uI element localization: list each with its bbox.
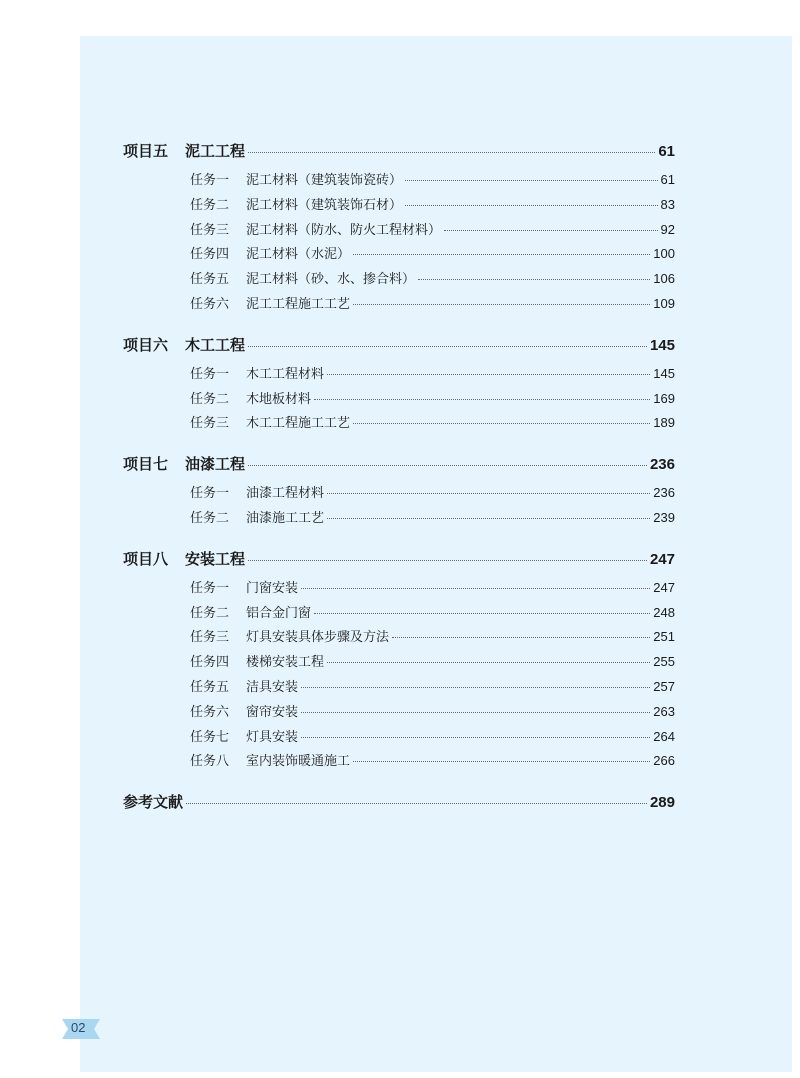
- dot-leader: [353, 422, 650, 424]
- dot-leader: [405, 204, 658, 206]
- entry-label: 任务一: [190, 366, 230, 382]
- entry-label: 任务七: [190, 729, 230, 745]
- entry-page-number: 61: [660, 172, 675, 187]
- entry-label: 任务一: [190, 173, 230, 188]
- entry-page-number: 92: [660, 221, 675, 237]
- entry-title: 泥工材料（建筑装饰石材）: [246, 197, 403, 213]
- entry-label: 任务五: [190, 272, 230, 288]
- dot-leader: [314, 612, 650, 614]
- toc-task-entry[interactable]: [123, 577, 675, 602]
- entry-title: 参考文献: [123, 793, 184, 812]
- entry-page-number: 109: [653, 295, 675, 311]
- dot-leader: [248, 345, 647, 347]
- entry-label: 项目八: [123, 549, 169, 568]
- entry-page-number: 239: [653, 509, 675, 525]
- toc-task-entry[interactable]: [123, 219, 675, 244]
- entry-label: 任务六: [190, 704, 230, 720]
- toc-task-entry[interactable]: [123, 293, 675, 318]
- entry-label: 任务二: [190, 197, 230, 213]
- entry-label: 任务四: [190, 247, 230, 263]
- toc-project-entry[interactable]: [123, 334, 675, 363]
- toc-project-entry[interactable]: [123, 140, 675, 169]
- dot-leader: [392, 636, 650, 638]
- toc-task-entry[interactable]: [123, 169, 675, 194]
- entry-title: 泥工材料（建筑装饰瓷砖）: [246, 173, 403, 188]
- dot-leader: [314, 398, 650, 400]
- entry-title: 安装工程: [185, 549, 246, 568]
- entry-label: 任务三: [190, 416, 230, 432]
- toc-project-entry[interactable]: [123, 548, 675, 577]
- entry-title: 木工工程施工工艺: [246, 416, 351, 432]
- dot-leader: [327, 517, 650, 519]
- entry-title: 木工工程材料: [246, 366, 325, 382]
- entry-title: 洁具安装: [246, 679, 299, 695]
- entry-label: 任务三: [190, 630, 230, 646]
- entry-page-number: 248: [653, 604, 675, 620]
- toc-task-entry[interactable]: [123, 412, 675, 437]
- entry-label: 任务八: [190, 754, 230, 770]
- entry-title: 泥工工程施工工艺: [246, 296, 351, 312]
- entry-title: 油漆工程材料: [246, 486, 325, 502]
- dot-leader: [248, 464, 647, 466]
- entry-title: 窗帘安装: [246, 704, 299, 720]
- entry-page-number: 236: [653, 485, 675, 501]
- entry-label: 任务五: [190, 679, 230, 695]
- entry-label: 任务四: [190, 655, 230, 671]
- toc-task-entry[interactable]: [123, 482, 675, 507]
- toc-task-entry[interactable]: [123, 626, 675, 651]
- dot-leader: [248, 559, 647, 561]
- dot-leader: [327, 492, 650, 494]
- entry-title: 泥工材料（水泥）: [246, 247, 351, 263]
- entry-page-number: 247: [653, 579, 675, 595]
- dot-leader: [405, 179, 658, 181]
- section-spacer: [123, 437, 675, 451]
- entry-page-number: 145: [653, 365, 675, 381]
- entry-page-number: 255: [653, 654, 675, 670]
- entry-label: 项目七: [123, 455, 169, 474]
- entry-page-number: 145: [649, 336, 675, 354]
- entry-page-number: 266: [653, 753, 675, 769]
- dot-leader: [186, 802, 647, 804]
- entry-title: 泥工材料（砂、水、掺合料）: [246, 272, 416, 288]
- toc-task-entry[interactable]: [123, 507, 675, 532]
- toc-task-entry[interactable]: [123, 726, 675, 751]
- toc-task-entry[interactable]: [123, 701, 675, 726]
- entry-page-number: 169: [653, 390, 675, 406]
- entry-title: 木工工程: [185, 335, 246, 354]
- dot-leader: [444, 229, 658, 231]
- dot-leader: [418, 278, 650, 280]
- toc-task-entry[interactable]: [123, 750, 675, 775]
- entry-title: 门窗安装: [246, 580, 299, 596]
- entry-title: 灯具安装: [246, 729, 299, 745]
- entry-page-number: 263: [653, 703, 675, 719]
- page-number-tab: [62, 1019, 100, 1039]
- section-spacer: [123, 532, 675, 546]
- entry-title: 泥工材料（防水、防火工程材料）: [246, 222, 442, 238]
- toc-task-entry[interactable]: [123, 243, 675, 268]
- entry-title: 油漆工程: [185, 455, 246, 474]
- entry-page-number: 264: [653, 728, 675, 744]
- toc-task-entry[interactable]: [123, 363, 675, 388]
- entry-page-number: 61: [658, 143, 675, 160]
- entry-title: 油漆施工工艺: [246, 510, 325, 526]
- dot-leader: [301, 686, 650, 688]
- entry-page-number: 83: [660, 196, 675, 212]
- entry-page-number: 106: [653, 271, 675, 287]
- entry-label: 任务一: [190, 486, 230, 502]
- entry-label: 任务二: [190, 391, 230, 407]
- dot-leader: [353, 303, 650, 305]
- section-spacer: [123, 775, 675, 789]
- table-of-contents: [123, 138, 675, 820]
- entry-title: 灯具安装具体步骤及方法: [246, 630, 390, 646]
- dot-leader: [353, 760, 650, 762]
- dot-leader: [327, 661, 650, 663]
- entry-label: 任务二: [190, 510, 230, 526]
- toc-task-entry[interactable]: [123, 388, 675, 413]
- dot-leader: [327, 373, 650, 375]
- entry-page-number: 247: [649, 550, 675, 568]
- entry-title: 木地板材料: [246, 391, 312, 407]
- entry-page-number: 251: [653, 629, 675, 645]
- toc-task-entry[interactable]: [123, 268, 675, 293]
- toc-task-entry[interactable]: [123, 676, 675, 701]
- entry-label: 项目五: [123, 142, 169, 160]
- entry-title: 泥工工程: [185, 142, 246, 160]
- toc-references-entry[interactable]: [123, 791, 675, 820]
- dot-leader: [301, 736, 650, 738]
- entry-label: 任务二: [190, 605, 230, 621]
- toc-task-entry[interactable]: [123, 194, 675, 219]
- section-spacer: [123, 318, 675, 332]
- entry-page-number: 100: [653, 246, 675, 262]
- toc-task-entry[interactable]: [123, 651, 675, 676]
- entry-label: 任务一: [190, 580, 230, 596]
- toc-project-entry[interactable]: [123, 453, 675, 482]
- page-number: 02: [71, 1020, 86, 1035]
- entry-page-number: 257: [653, 678, 675, 694]
- entry-page-number: 236: [649, 456, 675, 474]
- entry-page-number: 189: [653, 415, 675, 431]
- dot-leader: [301, 711, 650, 713]
- dot-leader: [353, 253, 650, 255]
- dot-leader: [248, 151, 655, 153]
- toc-task-entry[interactable]: [123, 602, 675, 627]
- entry-title: 楼梯安装工程: [246, 655, 325, 671]
- entry-label: 任务六: [190, 296, 230, 312]
- entry-label: 项目六: [123, 335, 169, 354]
- entry-label: 任务三: [190, 222, 230, 238]
- entry-title: 铝合金门窗: [246, 605, 312, 621]
- entry-page-number: 289: [649, 794, 675, 812]
- entry-title: 室内装饰暖通施工: [246, 754, 351, 770]
- dot-leader: [301, 587, 650, 589]
